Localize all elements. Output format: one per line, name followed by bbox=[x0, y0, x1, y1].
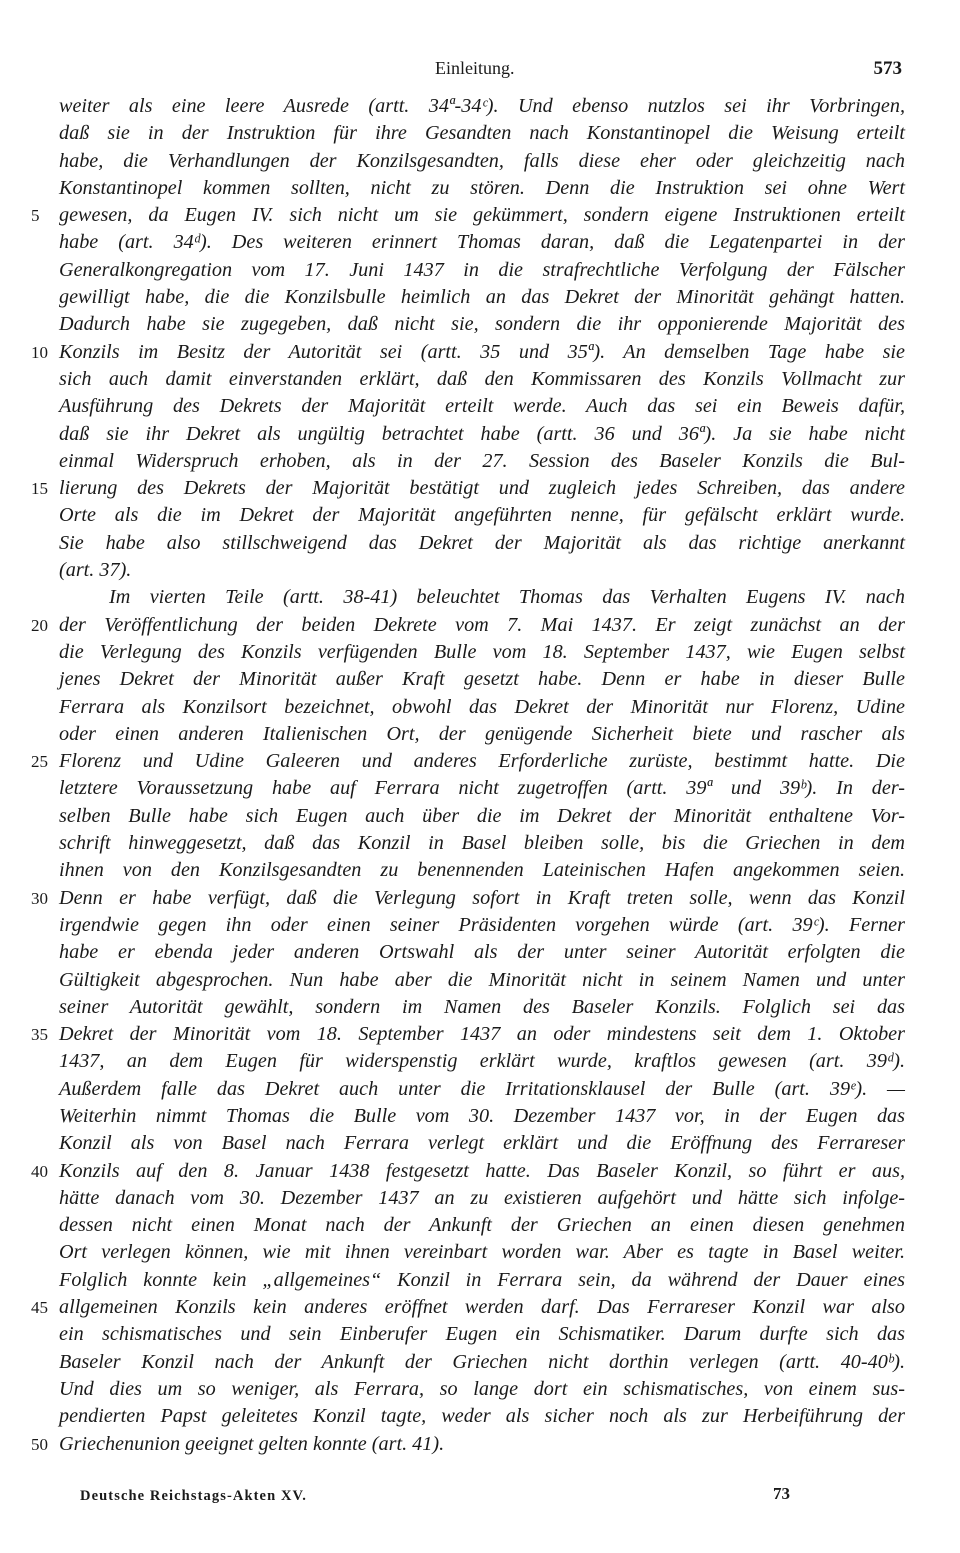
line-text: Und dies um so weniger, als Ferrara, so lange dort ein schismatisches, von einem sus- bbox=[59, 1377, 905, 1400]
line-text: gewesen, da Eugen IV. sich nicht um sie gekümmert, sondern eigene Instruktionen erteilt bbox=[59, 204, 905, 227]
text-line bbox=[59, 448, 905, 475]
line-text: ein schismatisches und sein Einberufer Eugen ein Schismatiker. Darum durfte sich das bbox=[59, 1323, 905, 1346]
text-line bbox=[59, 1076, 905, 1103]
line-text: Denn er habe verfügt, daß die Verlegung sofort in Kraft treten solle, wenn das Konzil bbox=[59, 886, 905, 909]
line-text: hätte danach vom 30. Dezember 1437 an zu existieren aufgehört und hätte sich infolge- bbox=[59, 1186, 905, 1209]
line-text: Im vierten Teile (artt. 38-41) beleuchtet Thomas das Verhalten Eugens IV. nach bbox=[109, 586, 905, 609]
line-text: daß sie ihr Dekret als ungültig betrachtet habe (artt. 36 und 36ª). Ja sie habe nicht bbox=[59, 422, 905, 445]
text-line bbox=[59, 284, 905, 311]
line-text: Griechenunion geeignet gelten konnte (art. 41). bbox=[59, 1432, 445, 1455]
text-line bbox=[59, 502, 905, 529]
line-text: Ort verlegen können, wie mit ihnen vereinbart worden war. Aber es tagte in Basel weiter. bbox=[59, 1241, 905, 1264]
line-number: 35 bbox=[31, 1025, 48, 1045]
text-line bbox=[31, 1294, 905, 1321]
text-line bbox=[59, 229, 905, 256]
text-line bbox=[59, 393, 905, 420]
text-line bbox=[59, 257, 905, 284]
text-line bbox=[59, 530, 905, 557]
line-text: habe er ebenda jeder anderen Ortswahl als der unter seiner Autorität erfolgten die bbox=[59, 941, 905, 964]
line-text: Außerdem falle das Dekret auch unter die Irritationsklausel der Bulle (art. 39ᵉ). — bbox=[59, 1077, 905, 1100]
line-text: habe, die Verhandlungen der Konzilsgesandten, falls diese eher oder gleichzeitig nach bbox=[59, 149, 905, 172]
line-number: 20 bbox=[31, 615, 48, 635]
text-line bbox=[59, 912, 905, 939]
line-number: 5 bbox=[31, 206, 40, 226]
line-number: 15 bbox=[31, 479, 48, 499]
line-number: 50 bbox=[31, 1434, 48, 1454]
text-line bbox=[59, 666, 905, 693]
line-text: Dekret der Minorität vom 18. September 1437 an oder mindestens seit dem 1. Oktober bbox=[59, 1023, 905, 1046]
text-line bbox=[59, 803, 905, 830]
line-text: die Verlegung des Konzils verfügenden Bulle vom 18. September 1437, wie Eugen selbst bbox=[59, 640, 905, 663]
text-line bbox=[59, 1212, 905, 1239]
text-line bbox=[59, 1185, 905, 1212]
sheet-number: 73 bbox=[773, 1484, 790, 1503]
text-line bbox=[59, 557, 905, 584]
text-line bbox=[59, 694, 905, 721]
text-line bbox=[59, 120, 905, 147]
text-line bbox=[59, 148, 905, 175]
line-text: jenes Dekret der Minorität außer Kraft gesetzt habe. Denn er habe in dieser Bulle bbox=[59, 668, 905, 691]
text-line bbox=[59, 421, 905, 448]
line-text: seiner Autorität gewählt, sondern im Namen des Baseler Konzils. Folglich sei das bbox=[59, 995, 905, 1018]
line-text: Florenz und Udine Galeeren und anderes Erforderliche zurüste, bestimmt hatte. Die bbox=[59, 750, 905, 773]
text-line bbox=[31, 1158, 905, 1185]
line-text: weiter als eine leere Ausrede (artt. 34ª-34ᶜ). Und ebenso nutzlos sei ihr Vorbringen, bbox=[59, 95, 905, 117]
line-text: Ausführung des Dekrets der Majorität erteilt werde. Auch das sei ein Beweis dafür, bbox=[59, 395, 905, 418]
body-text bbox=[0, 93, 960, 1458]
text-line bbox=[59, 1376, 905, 1403]
line-text: gewilligt habe, die die Konzilsbulle heimlich an das Dekret der Minorität gehängt hatten. bbox=[59, 286, 905, 309]
text-line bbox=[59, 1239, 905, 1266]
line-text: (art. 37). bbox=[59, 559, 132, 582]
page-number: 573 bbox=[873, 58, 902, 79]
line-text: daß sie in der Instruktion für ihre Gesandten nach Konstantinopel die Weisung erteilt bbox=[59, 122, 905, 145]
line-text: ihnen von den Konzilsgesandten zu benennenden Lateinischen Hafen angekommen seien. bbox=[59, 859, 905, 882]
text-line bbox=[31, 1021, 905, 1048]
text-line bbox=[59, 366, 905, 393]
line-text: Dadurch habe sie zugegeben, daß nicht sie, sondern die ihr opponierende Majorität des bbox=[59, 313, 905, 336]
text-line bbox=[59, 939, 905, 966]
line-text: habe (art. 34ᵈ). Des weiteren erinnert Thomas daran, daß die Legatenpartei in der bbox=[59, 231, 905, 254]
text-line bbox=[59, 1130, 905, 1157]
text-line bbox=[31, 1431, 905, 1458]
line-text: Baseler Konzil nach der Ankunft der Griechen nicht dorthin verlegen (artt. 40-40ᵇ). bbox=[59, 1350, 905, 1373]
text-line bbox=[59, 639, 905, 666]
line-text: Folglich konnte kein „allgemeines“ Konzil in Ferrara sein, da während der Dauer eines bbox=[59, 1268, 905, 1291]
text-line bbox=[31, 339, 905, 366]
line-text: Sie habe also stillschweigend das Dekret der Majorität als das richtige anerkannt bbox=[59, 531, 905, 554]
line-number: 25 bbox=[31, 752, 48, 772]
text-line bbox=[59, 1267, 905, 1294]
text-line bbox=[31, 475, 905, 502]
line-text: Konzil als von Basel nach Ferrara verlegt erklärt und die Eröffnung des Ferrareser bbox=[59, 1132, 905, 1155]
line-text: Konzils auf den 8. Januar 1438 festgesetzt hatte. Das Baseler Konzil, so führt er aus, bbox=[59, 1159, 905, 1182]
text-line bbox=[59, 775, 905, 802]
line-number: 45 bbox=[31, 1298, 48, 1318]
line-text: Weiterhin nimmt Thomas die Bulle vom 30. Dezember 1437 vor, in der Eugen das bbox=[59, 1104, 905, 1127]
line-text: lierung des Dekrets der Majorität bestätigt und zugleich jedes Schreiben, das andere bbox=[59, 477, 905, 500]
line-text: letztere Voraussetzung habe auf Ferrara nicht zugetroffen (artt. 39ª und 39ᵇ). In der- bbox=[59, 777, 905, 800]
line-text: Generalkongregation vom 17. Juni 1437 in die strafrechtliche Verfolgung der Fälscher bbox=[59, 258, 905, 281]
line-text: Gültigkeit abgesprochen. Nun habe aber die Minorität nicht in seinem Namen und unter bbox=[59, 968, 905, 991]
line-text: einmal Widerspruch erhoben, als in der 27. Session des Baseler Konzils die Bul- bbox=[59, 449, 905, 472]
text-line bbox=[31, 748, 905, 775]
text-line bbox=[31, 612, 905, 639]
line-text: 1437, an dem Eugen für widerspenstig erklärt wurde, kraftlos gewesen (art. 39ᵈ). bbox=[59, 1050, 905, 1073]
text-line bbox=[59, 994, 905, 1021]
line-text: der Veröffentlichung der beiden Dekrete vom 7. Mai 1437. Er zeigt zunächst an der bbox=[59, 613, 905, 636]
text-line bbox=[59, 93, 905, 120]
line-text: Konstantinopel kommen sollten, nicht zu stören. Denn die Instruktion sei ohne Wert bbox=[59, 176, 905, 199]
text-line bbox=[59, 1103, 905, 1130]
text-line bbox=[59, 1403, 905, 1430]
text-line bbox=[59, 1321, 905, 1348]
text-line bbox=[59, 584, 905, 611]
text-line bbox=[59, 857, 905, 884]
text-line bbox=[59, 967, 905, 994]
page-header bbox=[0, 58, 960, 86]
line-text: oder einen anderen Italienischen Ort, der genügende Sicherheit biete und rascher als bbox=[59, 722, 905, 745]
printer-signature: Deutsche Reichstags-Akten XV. bbox=[80, 1488, 307, 1504]
running-title: Einleitung. bbox=[435, 58, 515, 78]
line-text: selben Bulle habe sich Eugen auch über die im Dekret der Minorität enthaltene Vor- bbox=[59, 804, 905, 827]
line-text: sich auch damit einverstanden erklärt, daß den Kommissaren des Konzils Vollmacht zur bbox=[59, 367, 905, 390]
line-text: dessen nicht einen Monat nach der Ankunft der Griechen an einen diesen genehmen bbox=[59, 1214, 905, 1237]
line-text: Orte als die im Dekret der Majorität angeführten nenne, für gefälscht erklärt wurde. bbox=[59, 504, 905, 527]
line-text: Ferrara als Konzilsort bezeichnet, obwohl das Dekret der Minorität nur Florenz, Udine bbox=[59, 695, 905, 718]
text-line bbox=[59, 721, 905, 748]
line-text: schrift hinweggesetzt, daß das Konzil in Basel bleiben solle, bis die Griechen in dem bbox=[59, 832, 905, 855]
line-text: allgemeinen Konzils kein anderes eröffnet werden darf. Das Ferrareser Konzil war also bbox=[59, 1296, 905, 1319]
text-line bbox=[31, 202, 905, 229]
text-line bbox=[59, 175, 905, 202]
line-number: 10 bbox=[31, 342, 48, 362]
text-line bbox=[31, 885, 905, 912]
page-footer bbox=[0, 1484, 960, 1508]
line-text: irgendwie gegen ihn oder einen seiner Präsidenten vorgehen würde (art. 39ᶜ). Ferner bbox=[59, 913, 905, 936]
text-line bbox=[59, 1048, 905, 1075]
line-number: 30 bbox=[31, 888, 48, 908]
text-line bbox=[59, 1349, 905, 1376]
text-line bbox=[59, 830, 905, 857]
line-text: pendierten Papst geleitetes Konzil tagte, weder als sicher noch als zur Herbeiführung der bbox=[59, 1405, 905, 1428]
text-line bbox=[59, 311, 905, 338]
line-number: 40 bbox=[31, 1161, 48, 1181]
line-text: Konzils im Besitz der Autorität sei (artt. 35 und 35ª). An demselben Tage habe sie bbox=[59, 340, 905, 363]
